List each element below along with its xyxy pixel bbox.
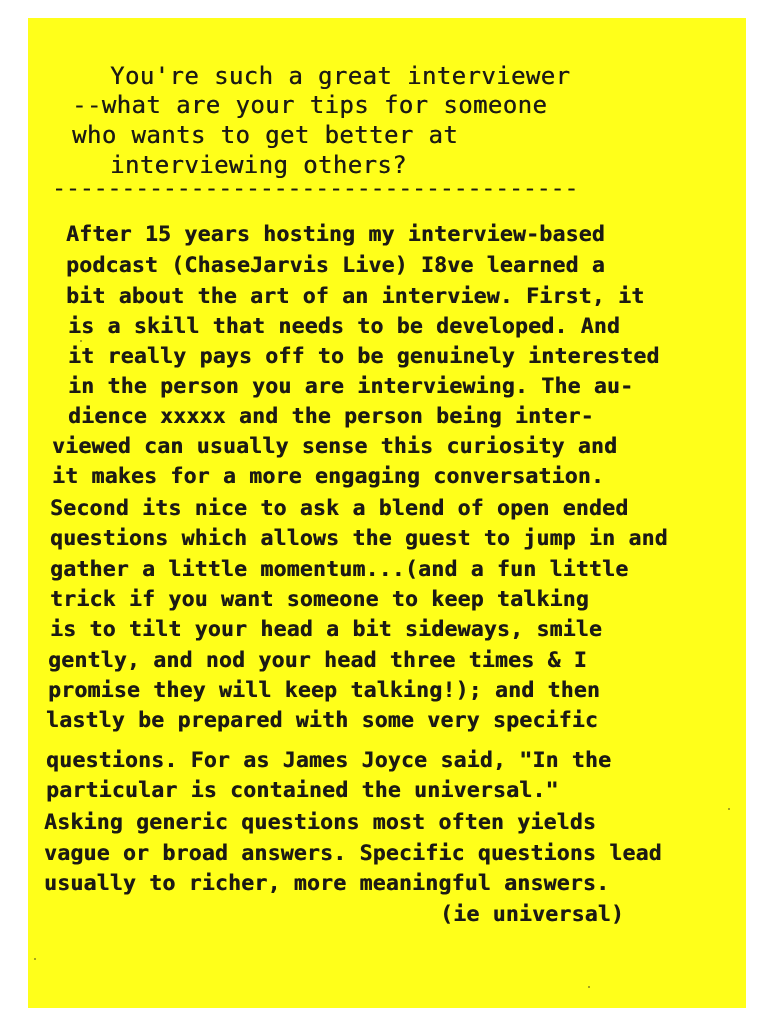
- question-line-4: interviewing others?: [110, 151, 407, 179]
- dashed-divider: --------------------------------------: [52, 176, 579, 202]
- answer-line-18: questions. For as James Joyce said, "In the: [46, 748, 612, 773]
- answer-line-20: Asking generic questions most often yields: [44, 810, 597, 835]
- question-line-2: --what are your tips for someone: [72, 91, 548, 119]
- ink-speck: [80, 340, 82, 342]
- answer-line-10: Second its nice to ask a blend of open ended: [50, 496, 629, 521]
- answer-line-19: particular is contained the universal.": [46, 778, 559, 803]
- answer-line-17: lastly be prepared with some very specific: [46, 708, 599, 733]
- answer-line-5: it really pays off to be genuinely interested: [68, 344, 660, 369]
- ink-speck: [588, 986, 590, 988]
- answer-line-11: questions which allows the guest to jump in and: [50, 526, 668, 551]
- typed-note-card: [28, 18, 746, 1008]
- answer-line-21: vague or broad answers. Specific questions lead: [44, 841, 662, 866]
- answer-line-7: dience xxxxx and the person being inter-: [68, 404, 594, 429]
- answer-line-4: is a skill that needs to be developed. And: [68, 314, 621, 339]
- answer-line-16: promise they will keep talking!); and then: [48, 678, 601, 703]
- question-line-3: who wants to get better at: [72, 121, 459, 149]
- answer-line-15: gently, and nod your head three times & I: [48, 648, 587, 673]
- question-line-1: You're such a great interviewer: [110, 62, 571, 90]
- answer-line-14: is to tilt your head a bit sideways, smile: [50, 617, 603, 642]
- ink-speck: [728, 808, 730, 810]
- answer-line-13: trick if you want someone to keep talking: [50, 587, 589, 612]
- answer-line-1: After 15 years hosting my interview-based: [66, 222, 605, 247]
- ink-speck: [34, 958, 36, 960]
- answer-line-23: (ie universal): [440, 902, 625, 927]
- answer-line-9: it makes for a more engaging conversation.: [52, 464, 605, 489]
- answer-line-12: gather a little momentum...(and a fun little: [50, 557, 629, 582]
- answer-line-2: podcast (ChaseJarvis Live) I8ve learned a: [66, 253, 605, 278]
- answer-line-8: viewed can usually sense this curiosity and: [52, 434, 618, 459]
- answer-line-6: in the person you are interviewing. The au-: [68, 374, 634, 399]
- answer-line-3: bit about the art of an interview. First, it: [66, 284, 645, 309]
- answer-line-22: usually to richer, more meaningful answers.: [44, 871, 610, 896]
